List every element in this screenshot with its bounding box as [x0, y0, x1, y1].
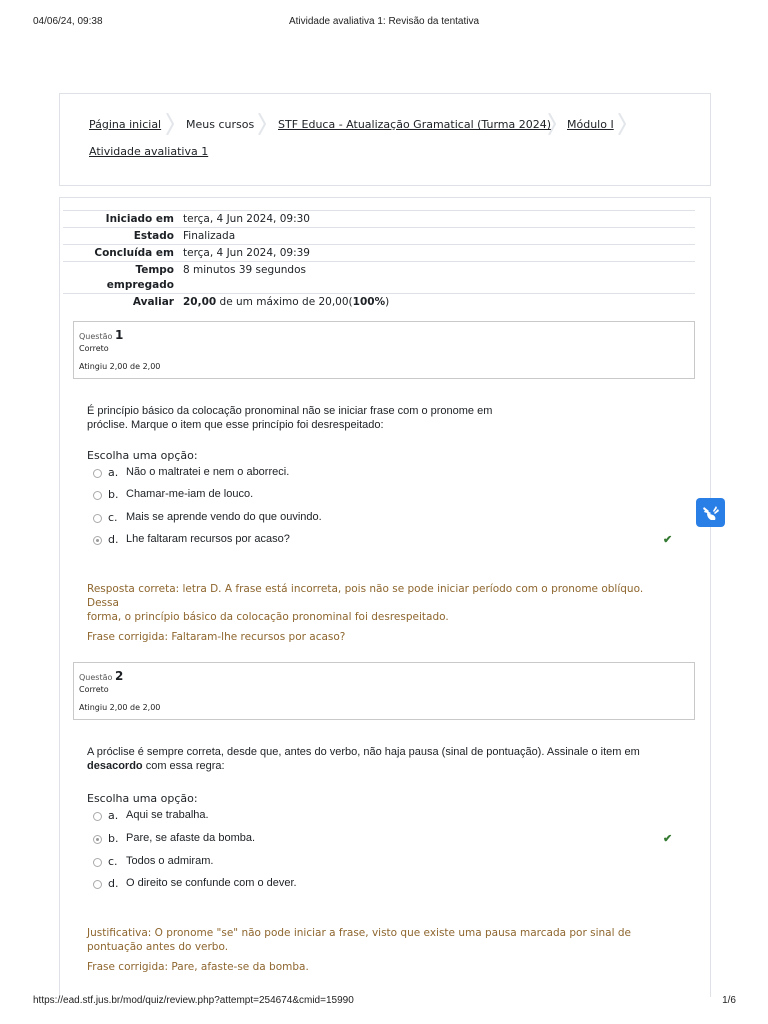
question-2-option-c[interactable] — [93, 855, 683, 873]
question-text-bold: desacordo — [87, 760, 143, 772]
question-label-text: Questão — [79, 332, 115, 341]
feedback-line: pontuação antes do verbo. — [87, 941, 229, 953]
option-text: O direito se confunde com o dever. — [126, 877, 297, 889]
radio-button[interactable] — [93, 514, 102, 523]
summary-value — [183, 295, 389, 310]
breadcrumb — [59, 93, 711, 186]
feedback-corrected: Frase corrigida: Faltaram-lhe recursos por acaso? — [87, 631, 346, 643]
breadcrumb-my-courses[interactable]: Meus cursos — [186, 118, 255, 131]
question-1-prompt: Escolha uma opção: — [87, 449, 198, 462]
grade-percent: 100% — [352, 296, 386, 308]
question-text-line: A próclise é sempre correta, desde que, antes do verbo, não haja pausa (sinal de pontuação). Assinale o item em — [87, 746, 640, 758]
question-2-feedback — [87, 926, 677, 974]
question-1-option-a[interactable] — [93, 466, 683, 484]
question-1-text — [87, 404, 667, 432]
question-grade: Atingiu 2,00 de 2,00 — [79, 703, 161, 712]
question-text-line: próclise. Marque o item que esse princípio foi desrespeitado: — [87, 419, 384, 431]
summary-row-state — [63, 227, 695, 244]
accessibility-sign-language-button[interactable] — [696, 498, 725, 527]
option-text: Chamar-me-iam de louco. — [126, 488, 254, 500]
option-letter: c. — [108, 855, 118, 868]
option-text: Lhe faltaram recursos por acaso? — [126, 533, 290, 545]
question-text-line — [87, 759, 687, 773]
question-1-option-d[interactable] — [93, 533, 683, 551]
breadcrumb-separator-icon — [258, 113, 266, 135]
question-2-option-a[interactable] — [93, 809, 683, 827]
summary-value: 8 minutos 39 segundos — [183, 264, 306, 276]
question-1-option-c[interactable] — [93, 511, 683, 529]
radio-button[interactable] — [93, 858, 102, 867]
summary-row-started — [63, 210, 695, 227]
question-1-option-b[interactable] — [93, 488, 683, 506]
summary-row-grade — [63, 293, 695, 310]
option-text: Mais se aprende vendo do que ouvindo. — [126, 511, 322, 523]
grade-score: 20,00 — [183, 296, 217, 308]
question-2-prompt: Escolha uma opção: — [87, 792, 198, 805]
feedback-line: forma, o princípio básico da colocação pronominal foi desrespeitado. — [87, 611, 449, 623]
question-2-info — [73, 662, 695, 720]
summary-label: Tempo — [135, 264, 174, 276]
summary-row-completed — [63, 244, 695, 261]
print-title: Atividade avaliativa 1: Revisão da tentativa — [288, 16, 480, 27]
option-letter: d. — [108, 877, 119, 890]
question-text-rest: com essa regra: — [142, 760, 225, 772]
question-1-info — [73, 321, 695, 379]
summary-label: Avaliar — [132, 296, 174, 308]
question-label — [79, 669, 123, 683]
breadcrumb-home-link[interactable]: Página inicial — [89, 118, 162, 131]
option-letter: d. — [108, 533, 119, 546]
question-state: Correto — [79, 685, 109, 694]
summary-value: terça, 4 Jun 2024, 09:39 — [183, 247, 310, 259]
question-2-text — [87, 745, 687, 773]
option-text: Todos o admiram. — [126, 855, 214, 867]
question-2-option-b[interactable] — [93, 832, 683, 850]
breadcrumb-activity-link[interactable]: Atividade avaliativa 1 — [89, 145, 209, 158]
feedback-line: Resposta correta: letra D. A frase está incorreta, pois não se pode iniciar período com o pronome oblíquo. Dessa — [87, 583, 644, 609]
feedback-corrected: Frase corrigida: Pare, afaste-se da bomba. — [87, 961, 309, 973]
breadcrumb-module-link[interactable]: Módulo I — [567, 118, 614, 131]
question-state: Correto — [79, 344, 109, 353]
question-2-option-d[interactable] — [93, 877, 683, 895]
correct-check-icon: ✔ — [663, 833, 673, 845]
option-letter: a. — [108, 466, 119, 479]
option-letter: a. — [108, 809, 119, 822]
breadcrumb-separator-icon — [618, 113, 626, 135]
radio-button-selected[interactable] — [93, 835, 102, 844]
radio-button[interactable] — [93, 812, 102, 821]
radio-button[interactable] — [93, 469, 102, 478]
question-label-text: Questão — [79, 673, 115, 682]
option-letter: b. — [108, 488, 119, 501]
question-1-feedback — [87, 582, 677, 644]
breadcrumb-course-link[interactable]: STF Educa - Atualização Gramatical (Turma 2024) — [278, 118, 552, 131]
radio-button[interactable] — [93, 880, 102, 889]
question-grade: Atingiu 2,00 de 2,00 — [79, 362, 161, 371]
option-letter: c. — [108, 511, 118, 524]
summary-value: terça, 4 Jun 2024, 09:30 — [183, 213, 310, 225]
question-text-line: É princípio básico da colocação pronominal não se iniciar frase com o pronome em — [87, 405, 493, 417]
question-number: 1 — [114, 328, 124, 342]
summary-value: Finalizada — [183, 230, 236, 242]
breadcrumb-separator-icon — [548, 113, 556, 135]
question-number: 2 — [114, 669, 124, 683]
grade-rest: de um máximo de 20,00( — [216, 296, 353, 308]
summary-row-time — [63, 261, 695, 293]
question-label — [79, 328, 123, 342]
option-text: Pare, se afaste da bomba. — [126, 832, 256, 844]
print-datetime: 04/06/24, 09:38 — [33, 16, 103, 27]
print-url: https://ead.stf.jus.br/mod/quiz/review.php?attempt=254674&cmid=15990 — [33, 995, 354, 1006]
breadcrumb-separator-icon — [166, 113, 174, 135]
option-text: Aqui se trabalha. — [126, 809, 209, 821]
hands-icon — [696, 498, 725, 527]
radio-button-selected[interactable] — [93, 536, 102, 545]
option-letter: b. — [108, 832, 119, 845]
correct-check-icon: ✔ — [663, 534, 673, 546]
option-text: Não o maltratei e nem o aborreci. — [126, 466, 290, 478]
summary-label: Concluída em — [94, 247, 174, 259]
radio-button[interactable] — [93, 491, 102, 500]
grade-close: ) — [385, 296, 390, 308]
summary-label: empregado — [106, 279, 174, 291]
summary-label: Estado — [133, 230, 174, 242]
feedback-line: Justificativa: O pronome "se" não pode iniciar a frase, visto que existe uma pausa marcada por sinal de — [87, 927, 631, 939]
print-page-number: 1/6 — [722, 995, 736, 1006]
summary-label: Iniciado em — [105, 213, 174, 225]
